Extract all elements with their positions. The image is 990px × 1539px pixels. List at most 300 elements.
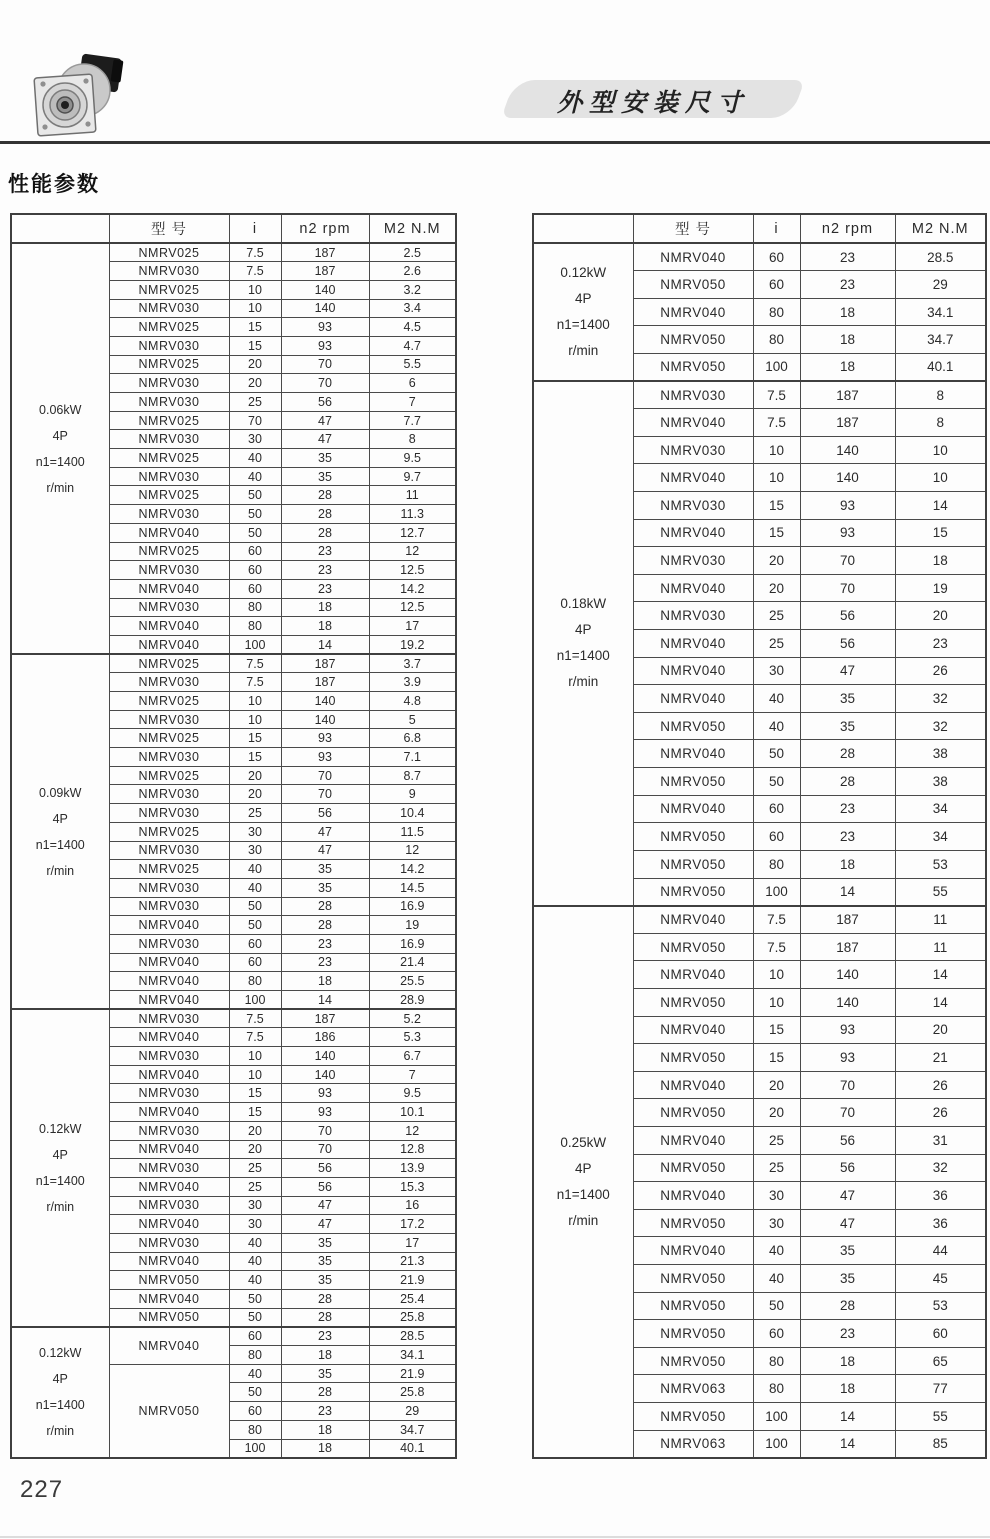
ratio-cell: 60: [753, 271, 800, 299]
ratio-cell: 80: [229, 1346, 281, 1365]
model-cell: NMRV030: [109, 1121, 229, 1140]
n2-rpm-cell: 70: [800, 1099, 895, 1127]
n2-rpm-cell: 35: [281, 878, 369, 897]
model-cell: NMRV030: [109, 262, 229, 281]
m2-torque-cell: 20: [895, 1016, 986, 1044]
ratio-cell: 15: [753, 1016, 800, 1044]
m2-torque-cell: 45: [895, 1265, 986, 1293]
n2-rpm-cell: 28: [281, 486, 369, 505]
m2-torque-cell: 28.5: [895, 243, 986, 271]
m2-torque-cell: 17: [369, 617, 456, 636]
m2-torque-cell: 12: [369, 542, 456, 561]
model-cell: NMRV050: [633, 878, 753, 906]
ratio-cell: 40: [229, 1252, 281, 1271]
model-cell: NMRV030: [109, 561, 229, 580]
group-label-line: 0.12kW: [39, 1122, 82, 1137]
ratio-cell: 50: [229, 897, 281, 916]
n2-rpm-cell: 18: [800, 298, 895, 326]
ratio-cell: 30: [229, 841, 281, 860]
ratio-cell: 40: [229, 449, 281, 468]
group-label-line: 0.12kW: [560, 265, 607, 281]
table-row: [533, 906, 986, 934]
header-n2-rpm: n2 rpm: [281, 214, 369, 243]
table-row: [533, 381, 986, 409]
n2-rpm-cell: 187: [281, 673, 369, 692]
group-label-line: n1=1400: [35, 1398, 85, 1413]
m2-torque-cell: 2.6: [369, 262, 456, 281]
model-cell: NMRV040: [633, 657, 753, 685]
model-cell: NMRV030: [109, 897, 229, 916]
ratio-cell: 40: [753, 712, 800, 740]
m2-torque-cell: 2.5: [369, 243, 456, 262]
m2-torque-cell: 11: [895, 906, 986, 934]
n2-rpm-cell: 35: [281, 449, 369, 468]
m2-torque-cell: 14: [895, 988, 986, 1016]
n2-rpm-cell: 47: [281, 1196, 369, 1215]
ratio-cell: 50: [753, 1292, 800, 1320]
m2-torque-cell: 3.9: [369, 673, 456, 692]
m2-torque-cell: 32: [895, 712, 986, 740]
model-cell: NMRV030: [109, 393, 229, 412]
model-cell: NMRV040: [633, 1237, 753, 1265]
m2-torque-cell: 5.2: [369, 1009, 456, 1028]
m2-torque-cell: 21: [895, 1044, 986, 1072]
m2-torque-cell: 10: [895, 464, 986, 492]
m2-torque-cell: 5: [369, 710, 456, 729]
m2-torque-cell: 20: [895, 602, 986, 630]
model-cell: NMRV050: [109, 1271, 229, 1290]
m2-torque-cell: 14.5: [369, 878, 456, 897]
group-label-line: 4P: [52, 428, 68, 443]
ratio-cell: 25: [229, 1177, 281, 1196]
ratio-cell: 30: [229, 430, 281, 449]
m2-torque-cell: 40.1: [895, 353, 986, 381]
model-cell: NMRV030: [109, 804, 229, 823]
ratio-cell: 30: [229, 1196, 281, 1215]
ratio-cell: 10: [229, 1047, 281, 1066]
model-cell: NMRV040: [633, 1016, 753, 1044]
model-cell: NMRV050: [633, 988, 753, 1016]
m2-torque-cell: 23: [895, 630, 986, 658]
m2-torque-cell: 11.3: [369, 505, 456, 524]
model-cell: NMRV040: [633, 519, 753, 547]
model-cell: NMRV040: [109, 1103, 229, 1122]
ratio-cell: 50: [229, 1290, 281, 1309]
ratio-cell: 100: [229, 635, 281, 654]
ratio-cell: 100: [753, 878, 800, 906]
ratio-cell: 80: [753, 1347, 800, 1375]
ratio-cell: 60: [229, 1402, 281, 1421]
model-cell: NMRV050: [633, 712, 753, 740]
section-title: 性能参数: [8, 173, 100, 196]
ratio-cell: 20: [753, 1071, 800, 1099]
n2-rpm-cell: 18: [281, 1439, 369, 1458]
m2-torque-cell: 28.9: [369, 991, 456, 1010]
n2-rpm-cell: 93: [281, 1103, 369, 1122]
group-label-line: r/min: [568, 343, 599, 359]
table-header-row: [533, 214, 986, 243]
m2-torque-cell: 55: [895, 1403, 986, 1431]
model-cell: NMRV040: [109, 1327, 229, 1364]
n2-rpm-cell: 140: [281, 692, 369, 711]
ratio-cell: 15: [229, 1103, 281, 1122]
m2-torque-cell: 5.3: [369, 1028, 456, 1047]
n2-rpm-cell: 28: [281, 1308, 369, 1327]
ratio-cell: 7.5: [753, 906, 800, 934]
model-cell: NMRV030: [109, 785, 229, 804]
gearbox-flange-icon: [34, 74, 96, 136]
n2-rpm-cell: 70: [281, 785, 369, 804]
group-label: [533, 243, 633, 381]
n2-rpm-cell: 18: [281, 1346, 369, 1365]
n2-rpm-cell: 18: [800, 353, 895, 381]
ratio-cell: 15: [753, 491, 800, 519]
m2-torque-cell: 3.2: [369, 280, 456, 299]
model-cell: NMRV030: [633, 602, 753, 630]
ratio-cell: 15: [229, 336, 281, 355]
performance-table-left: [10, 213, 457, 1459]
m2-torque-cell: 11.5: [369, 822, 456, 841]
m2-torque-cell: 19: [895, 574, 986, 602]
ratio-cell: 30: [229, 1215, 281, 1234]
model-cell: NMRV030: [109, 1159, 229, 1178]
ratio-cell: 80: [753, 1375, 800, 1403]
model-cell: NMRV030: [109, 467, 229, 486]
model-cell: NMRV040: [633, 1071, 753, 1099]
n2-rpm-cell: 23: [281, 1327, 369, 1346]
m2-torque-cell: 9.5: [369, 1084, 456, 1103]
model-cell: NMRV030: [109, 1009, 229, 1028]
m2-torque-cell: 9.7: [369, 467, 456, 486]
m2-torque-cell: 15: [895, 519, 986, 547]
model-cell: NMRV050: [633, 850, 753, 878]
n2-rpm-cell: 56: [800, 602, 895, 630]
m2-torque-cell: 32: [895, 1154, 986, 1182]
model-cell: NMRV040: [109, 635, 229, 654]
ratio-cell: 30: [753, 657, 800, 685]
n2-rpm-cell: 23: [281, 934, 369, 953]
model-cell: NMRV040: [633, 298, 753, 326]
ratio-cell: 30: [229, 822, 281, 841]
ratio-cell: 60: [229, 579, 281, 598]
ratio-cell: 50: [229, 505, 281, 524]
n2-rpm-cell: 18: [800, 1347, 895, 1375]
m2-torque-cell: 12.5: [369, 561, 456, 580]
model-cell: NMRV050: [633, 1347, 753, 1375]
m2-torque-cell: 8.7: [369, 766, 456, 785]
ratio-cell: 60: [753, 795, 800, 823]
model-cell: NMRV025: [109, 486, 229, 505]
n2-rpm-cell: 28: [281, 505, 369, 524]
m2-torque-cell: 34: [895, 823, 986, 851]
model-cell: NMRV025: [109, 654, 229, 673]
m2-torque-cell: 12.5: [369, 598, 456, 617]
n2-rpm-cell: 187: [281, 1009, 369, 1028]
n2-rpm-cell: 18: [281, 1420, 369, 1439]
n2-rpm-cell: 23: [800, 823, 895, 851]
m2-torque-cell: 6.7: [369, 1047, 456, 1066]
n2-rpm-cell: 23: [800, 243, 895, 271]
model-cell: NMRV050: [633, 1044, 753, 1072]
n2-rpm-cell: 93: [800, 519, 895, 547]
ratio-cell: 15: [229, 1084, 281, 1103]
model-cell: NMRV030: [109, 934, 229, 953]
n2-rpm-cell: 140: [800, 961, 895, 989]
m2-torque-cell: 16.9: [369, 897, 456, 916]
model-cell: NMRV040: [633, 1182, 753, 1210]
ratio-cell: 10: [753, 961, 800, 989]
ratio-cell: 10: [229, 280, 281, 299]
n2-rpm-cell: 23: [800, 271, 895, 299]
n2-rpm-cell: 35: [281, 1271, 369, 1290]
model-cell: NMRV050: [633, 1154, 753, 1182]
ratio-cell: 20: [753, 547, 800, 575]
model-cell: NMRV030: [633, 491, 753, 519]
model-cell: NMRV040: [633, 243, 753, 271]
n2-rpm-cell: 47: [281, 411, 369, 430]
n2-rpm-cell: 28: [281, 897, 369, 916]
n2-rpm-cell: 18: [800, 850, 895, 878]
ratio-cell: 100: [229, 991, 281, 1010]
n2-rpm-cell: 35: [281, 860, 369, 879]
group-label-line: n1=1400: [35, 837, 85, 852]
m2-torque-cell: 10: [895, 436, 986, 464]
ratio-cell: 10: [229, 710, 281, 729]
header-model: 型 号: [109, 214, 229, 243]
model-cell: NMRV025: [109, 411, 229, 430]
group-label-line: 4P: [574, 622, 592, 638]
n2-rpm-cell: 23: [800, 1320, 895, 1348]
ratio-cell: 80: [229, 1420, 281, 1439]
ratio-cell: 25: [753, 630, 800, 658]
n2-rpm-cell: 28: [281, 916, 369, 935]
n2-rpm-cell: 14: [281, 991, 369, 1010]
model-cell: NMRV030: [633, 547, 753, 575]
table-row: [11, 1327, 456, 1346]
m2-torque-cell: 21.4: [369, 953, 456, 972]
group-label-line: 0.09kW: [39, 785, 82, 800]
n2-rpm-cell: 47: [800, 1182, 895, 1210]
n2-rpm-cell: 93: [281, 748, 369, 767]
model-cell: NMRV040: [633, 685, 753, 713]
m2-torque-cell: 17: [369, 1233, 456, 1252]
n2-rpm-cell: 18: [281, 972, 369, 991]
ratio-cell: 60: [229, 561, 281, 580]
n2-rpm-cell: 93: [800, 1044, 895, 1072]
m2-torque-cell: 3.7: [369, 654, 456, 673]
m2-torque-cell: 10.4: [369, 804, 456, 823]
model-cell: NMRV040: [633, 740, 753, 768]
group-label-line: 0.18kW: [560, 596, 607, 612]
ratio-cell: 20: [753, 574, 800, 602]
ratio-cell: 20: [753, 1099, 800, 1127]
performance-table-right: [532, 213, 987, 1459]
model-cell: NMRV030: [109, 1233, 229, 1252]
ratio-cell: 40: [229, 1271, 281, 1290]
m2-torque-cell: 11: [369, 486, 456, 505]
ratio-cell: 15: [229, 318, 281, 337]
group-label: [533, 906, 633, 1458]
n2-rpm-cell: 56: [800, 630, 895, 658]
n2-rpm-cell: 56: [800, 1127, 895, 1155]
m2-torque-cell: 7.1: [369, 748, 456, 767]
model-cell: NMRV050: [633, 1099, 753, 1127]
m2-torque-cell: 26: [895, 1099, 986, 1127]
m2-torque-cell: 44: [895, 1237, 986, 1265]
ratio-cell: 25: [753, 1154, 800, 1182]
m2-torque-cell: 21.9: [369, 1271, 456, 1290]
n2-rpm-cell: 35: [281, 1364, 369, 1383]
model-cell: NMRV050: [633, 1320, 753, 1348]
model-cell: NMRV025: [109, 318, 229, 337]
m2-torque-cell: 4.5: [369, 318, 456, 337]
model-cell: NMRV030: [109, 1047, 229, 1066]
n2-rpm-cell: 56: [281, 1177, 369, 1196]
n2-rpm-cell: 70: [281, 1140, 369, 1159]
ratio-cell: 50: [229, 486, 281, 505]
n2-rpm-cell: 70: [281, 766, 369, 785]
m2-torque-cell: 5.5: [369, 355, 456, 374]
m2-torque-cell: 34.1: [369, 1346, 456, 1365]
ratio-cell: 40: [229, 467, 281, 486]
n2-rpm-cell: 23: [281, 579, 369, 598]
ratio-cell: 50: [753, 740, 800, 768]
n2-rpm-cell: 93: [281, 729, 369, 748]
n2-rpm-cell: 56: [800, 1154, 895, 1182]
m2-torque-cell: 9.5: [369, 449, 456, 468]
n2-rpm-cell: 56: [281, 804, 369, 823]
n2-rpm-cell: 23: [281, 1402, 369, 1421]
ratio-cell: 80: [753, 850, 800, 878]
model-cell: NMRV040: [633, 630, 753, 658]
ratio-cell: 40: [753, 685, 800, 713]
footer-divider: [0, 1536, 990, 1538]
n2-rpm-cell: 187: [281, 262, 369, 281]
group-label-line: n1=1400: [556, 317, 610, 333]
n2-rpm-cell: 23: [281, 953, 369, 972]
n2-rpm-cell: 35: [800, 1265, 895, 1293]
group-label-line: n1=1400: [556, 648, 610, 664]
m2-torque-cell: 14.2: [369, 579, 456, 598]
m2-torque-cell: 14.2: [369, 860, 456, 879]
m2-torque-cell: 9: [369, 785, 456, 804]
n2-rpm-cell: 14: [800, 1430, 895, 1458]
model-cell: NMRV030: [109, 374, 229, 393]
ratio-cell: 70: [229, 411, 281, 430]
m2-torque-cell: 10.1: [369, 1103, 456, 1122]
ratio-cell: 60: [229, 934, 281, 953]
model-cell: NMRV040: [109, 579, 229, 598]
n2-rpm-cell: 140: [800, 464, 895, 492]
m2-torque-cell: 19.2: [369, 635, 456, 654]
model-cell: NMRV040: [109, 1177, 229, 1196]
model-cell: NMRV050: [633, 326, 753, 354]
ratio-cell: 60: [753, 823, 800, 851]
n2-rpm-cell: 28: [281, 1290, 369, 1309]
model-cell: NMRV040: [633, 961, 753, 989]
ratio-cell: 7.5: [229, 262, 281, 281]
ratio-cell: 50: [229, 523, 281, 542]
n2-rpm-cell: 18: [800, 326, 895, 354]
model-cell: NMRV025: [109, 449, 229, 468]
n2-rpm-cell: 18: [281, 617, 369, 636]
model-cell: NMRV050: [633, 933, 753, 961]
ratio-cell: 30: [753, 1209, 800, 1237]
model-cell: NMRV050: [633, 353, 753, 381]
n2-rpm-cell: 28: [281, 1383, 369, 1402]
ratio-cell: 10: [229, 1065, 281, 1084]
n2-rpm-cell: 187: [800, 906, 895, 934]
ratio-cell: 20: [229, 1121, 281, 1140]
model-cell: NMRV040: [633, 1127, 753, 1155]
m2-torque-cell: 29: [895, 271, 986, 299]
model-cell: NMRV030: [109, 1084, 229, 1103]
header-m2-torque: M2 N.M: [895, 214, 986, 243]
group-label: [11, 243, 109, 654]
group-label-line: r/min: [46, 1200, 75, 1215]
m2-torque-cell: 38: [895, 768, 986, 796]
ratio-cell: 50: [753, 768, 800, 796]
n2-rpm-cell: 140: [281, 1047, 369, 1066]
page-number: 227: [20, 1476, 64, 1503]
model-cell: NMRV040: [633, 574, 753, 602]
n2-rpm-cell: 47: [800, 657, 895, 685]
header-banner-title: 外型安装尺寸: [556, 89, 749, 117]
model-cell: NMRV050: [633, 768, 753, 796]
ratio-cell: 80: [229, 972, 281, 991]
n2-rpm-cell: 93: [800, 1016, 895, 1044]
n2-rpm-cell: 14: [800, 878, 895, 906]
model-cell: NMRV050: [109, 1308, 229, 1327]
model-cell: NMRV050: [633, 1292, 753, 1320]
n2-rpm-cell: 187: [281, 243, 369, 262]
model-cell: NMRV030: [109, 878, 229, 897]
table-header-row: [11, 214, 456, 243]
ratio-cell: 40: [753, 1265, 800, 1293]
ratio-cell: 15: [753, 1044, 800, 1072]
gearbox-product-photo: [28, 48, 128, 143]
model-cell: NMRV040: [109, 1252, 229, 1271]
m2-torque-cell: 18: [895, 547, 986, 575]
ratio-cell: 25: [753, 602, 800, 630]
model-cell: NMRV025: [109, 729, 229, 748]
ratio-cell: 60: [229, 953, 281, 972]
model-cell: NMRV040: [109, 953, 229, 972]
m2-torque-cell: 14: [895, 491, 986, 519]
ratio-cell: 7.5: [229, 1009, 281, 1028]
n2-rpm-cell: 56: [281, 393, 369, 412]
m2-torque-cell: 25.4: [369, 1290, 456, 1309]
group-label-line: n1=1400: [35, 1174, 85, 1189]
m2-torque-cell: 15.3: [369, 1177, 456, 1196]
n2-rpm-cell: 23: [281, 561, 369, 580]
group-label-line: 0.12kW: [39, 1346, 82, 1361]
m2-torque-cell: 25.8: [369, 1308, 456, 1327]
model-cell: NMRV025: [109, 822, 229, 841]
m2-torque-cell: 12: [369, 1121, 456, 1140]
m2-torque-cell: 21.3: [369, 1252, 456, 1271]
model-cell: NMRV040: [109, 1290, 229, 1309]
n2-rpm-cell: 93: [281, 318, 369, 337]
n2-rpm-cell: 18: [800, 1375, 895, 1403]
group-label-line: 0.25kW: [560, 1134, 607, 1150]
ratio-cell: 20: [229, 355, 281, 374]
header-ratio: i: [753, 214, 800, 243]
ratio-cell: 15: [753, 519, 800, 547]
n2-rpm-cell: 140: [800, 988, 895, 1016]
m2-torque-cell: 34: [895, 795, 986, 823]
m2-torque-cell: 85: [895, 1430, 986, 1458]
